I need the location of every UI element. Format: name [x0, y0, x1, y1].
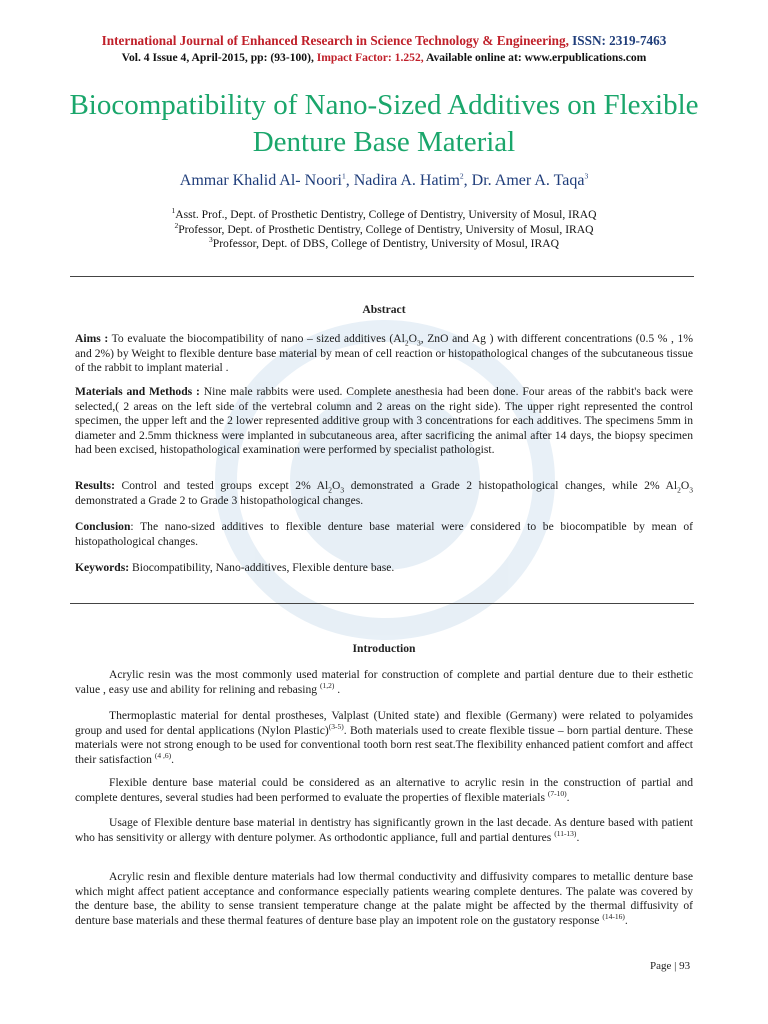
affiliation-text: Professor, Dept. of DBS, College of Dentistry, University of Mosul, IRAQ	[212, 237, 559, 250]
affiliation	[0, 208, 768, 223]
divider-bottom	[70, 603, 694, 604]
availability: Available online at: www.erpublications.com	[425, 51, 647, 64]
abstract-heading: Abstract	[362, 303, 406, 316]
conclusion-label: Conclusion	[75, 520, 131, 533]
results-label: Results:	[75, 479, 115, 492]
abstract-results: Results: Control and tested groups except 2% $Al_2O_3$ demonstrated a Grade 2 histopathological changes, while 2% $Al_2O_3$ demonstrated a Grade 2 to Grade 3 histopathological changes.	[75, 479, 693, 507]
affiliation	[0, 220, 768, 238]
aims-label: Aims :	[75, 332, 109, 345]
impact-factor: Impact Factor: 1.252,	[316, 51, 424, 64]
abstract-keywords	[75, 561, 693, 576]
affiliation-mark: 1	[171, 206, 176, 216]
abstract-conclusion	[75, 520, 693, 549]
intro-paragraph: Flexible denture base material could be considered as an alternative to acrylic resin in the construction of partial and complete dentures, several studies had been performed to evaluate the properties of flexible materials $^{(7-10)}$.	[75, 776, 693, 804]
journal-name-line	[0, 33, 768, 49]
page-number: Page | 93	[650, 960, 691, 972]
journal-issue-line	[0, 51, 768, 64]
affiliation-text: Professor, Dept. of Prosthetic Dentistry, College of Dentistry, University of Mosul, IRAQ	[178, 222, 594, 236]
paper-title: Biocompatibility of Nano-Sized Additives on Flexible Denture Base Material	[69, 89, 699, 158]
journal-name: International Journal of Enhanced Research in Science Technology & Engineering,	[101, 33, 569, 48]
intro-paragraph: Acrylic resin and flexible denture materials had low thermal conductivity and diffusivity compares to metallic denture base which might affect patient acceptance and conformance especially patients wearing complete dentures. The palate was covered by the denture base, the ability to sense transient temperature change at the palate might be affected by the thermal diffusivity of denture base materials and these thermal features of denture base play an impotent role on the gustatory response $^{(14-16)}$.	[75, 870, 693, 927]
author-name: Ammar Khalid Al- Noori	[179, 172, 342, 189]
author-mark: 3	[584, 171, 589, 181]
methods-text: Nine male rabbits were used. Complete anesthesia had been done. Four areas of the rabbit's back were selected,( 2 areas on the left side of the vertebral column and 2 areas on the right side). The upper right represented the control specimen, the upper left and the 2 lower represented additive group with 3 concentrations for each additives. The specimens 5mm in diameter and 2.5mm thickness were implanted in subcutaneous area, after sacrificing the animal after 14 days, the biopsy specimen had been excised, histopathological examination were performed by specialist pathologist.	[75, 385, 694, 457]
affiliation-mark: 3	[209, 235, 213, 245]
conclusion-text: : The nano-sized additives to flexible denture base material were considered to be biocompatible by mean of histopathological changes.	[75, 520, 693, 548]
abstract-aims: Aims : To evaluate the biocompatibility of nano – sized additives ($Al_2O_3$, ZnO and Ag ) with different concentrations (0.5 % , 1% and 2%) by Weight to flexible denture base material by mean of cell reaction or histopathological changes of the subcutaneous tissue of the rabbit to implant material .	[75, 332, 694, 375]
intro-paragraph: Usage of Flexible denture base material in dentistry has significantly grown in the last decade. As denture based with patient who has sensitivity or allergy with denture polymer. As orthodontic appliance, full and partial dentures $^{(11-13)}$.	[75, 816, 693, 844]
intro-paragraph: Acrylic resin was the most commonly used material for construction of complete and partial denture due to their esthetic value , easy use and ability for relining and rebasing $^{(1,2)}$ .	[75, 668, 693, 696]
journal-issn: ISSN: 2319-7463	[572, 33, 667, 48]
divider-top	[70, 276, 694, 277]
keywords-label: Keywords:	[75, 561, 130, 574]
author-mark: 1	[341, 171, 346, 181]
intro-paragraph: Thermoplastic material for dental prostheses, Valplast (United state) and flexible (Germany) were related to polyamides group and used for dental applications (Nylon Plastic)$^{(3-5)}$. Both materials used to create flexible tissue – born partial denture. These materials were not strong enough to be used for conventional tooth born rest seat.The flexibility enhanced patient comfort and affect their satisfaction $^{(4 ,6)}$.	[75, 709, 693, 766]
affiliation-mark: 2	[174, 220, 179, 230]
affiliation-text: Asst. Prof., Dept. of Prosthetic Dentistry, College of Dentistry, University of Mosul, IRAQ	[175, 208, 597, 221]
author-mark: 2	[459, 171, 464, 181]
affiliations	[0, 208, 768, 252]
author-name: Nadira A. Hatim	[353, 172, 460, 189]
author-list: Ammar Khalid Al- Noori$^1$, Nadira A. Hatim$^2$, Dr. Amer A. Taqa$^3$	[179, 171, 589, 189]
author-name: Dr. Amer A. Taqa	[471, 172, 585, 189]
journal-volume: Vol. 4 Issue 4, April-2015, pp: (93-100),	[121, 51, 314, 64]
keywords-text: Biocompatibility, Nano-additives, Flexible denture base.	[132, 561, 395, 574]
introduction-heading: Introduction	[352, 642, 416, 655]
methods-label: Materials and Methods :	[75, 385, 200, 398]
journal-header	[0, 33, 768, 64]
affiliation	[0, 237, 768, 252]
abstract-methods	[75, 385, 693, 458]
